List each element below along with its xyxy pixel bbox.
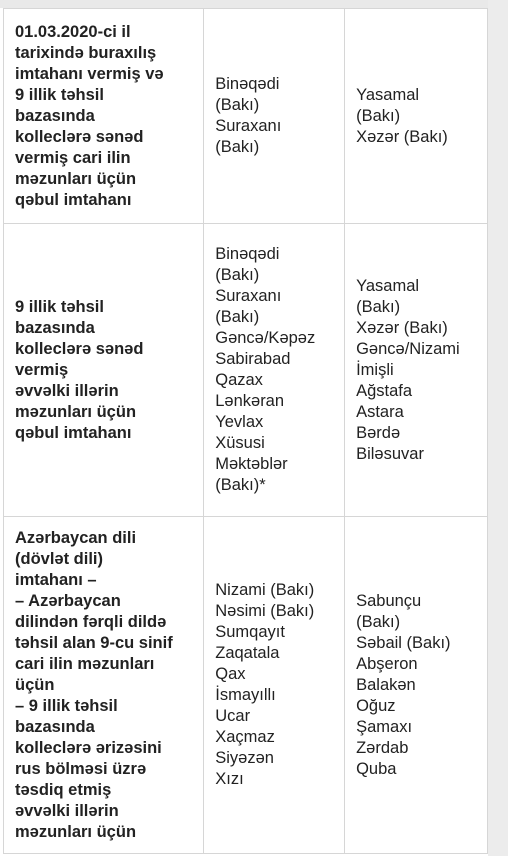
cell-text-line: Suraxanı (215, 117, 282, 135)
cell-text-line: Binəqədi (215, 245, 280, 263)
cell-text-line: (Bakı) (215, 308, 260, 326)
table-row (4, 9, 488, 224)
cell-text-line: Quba (356, 759, 397, 778)
cell-text-line: bazasında (15, 106, 95, 125)
cell-text-line: Ağstafa (356, 381, 413, 400)
cell-text-line: Gəncə/Nizami (356, 339, 460, 358)
cell-text-line: 01.03.2020-ci il (15, 22, 131, 41)
cell-text-line: (Bakı) (215, 138, 260, 156)
top-edge (0, 0, 508, 8)
cell-text-line: Bərdə (356, 423, 401, 442)
cell-text-line: Biləsuvar (356, 444, 424, 463)
cell-text-line: vermiş (15, 360, 69, 379)
cell-text-line: Şamaxı (356, 717, 413, 736)
cell-text-line: Yevlax (215, 413, 264, 431)
cell-text-line: Xəzər (Bakı) (356, 127, 448, 146)
cell-text-line: Azərbaycan dili (15, 528, 137, 547)
cell-text-line: dilindən fərqli dildə (15, 612, 167, 631)
cell-text-line: tarixində buraxılış (15, 43, 157, 62)
cell-text-line: imtahanı vermiş və (15, 64, 164, 83)
cell-text-line: Astara (356, 402, 404, 421)
cell-text-line: Xızı (215, 770, 244, 788)
cell-text-line: Zərdab (356, 738, 409, 757)
cell-text-line: Xəzər (Bakı) (356, 318, 448, 337)
cell-text-line: məzunları üçün (15, 169, 137, 188)
cell-text-line: 9 illik təhsil (15, 85, 104, 104)
cell-text-line: Səbail (Bakı) (356, 633, 451, 652)
district-list-cell (345, 9, 488, 224)
district-list-cell (204, 9, 345, 224)
cell-text-line: Ucar (215, 707, 251, 725)
cell-text-line: təhsil alan 9-cu sinif (15, 633, 173, 652)
cell-text-line: bazasında (15, 717, 95, 736)
cell-text-line: Sumqayıt (215, 623, 285, 641)
cell-text-line: (Bakı) (215, 266, 260, 284)
cell-text-line: Xüsusi (215, 434, 265, 452)
cell-text-line: (Bakı) (356, 612, 401, 631)
exam-description-cell (4, 224, 204, 517)
cell-text-line: cari ilin məzunları (15, 654, 155, 673)
district-list-cell (204, 224, 345, 517)
cell-text-line: təsdiq etmiş (15, 780, 112, 799)
cell-text-line: Suraxanı (215, 287, 282, 305)
cell-text-line: Məktəblər (215, 455, 288, 473)
cell-text-line: Yasamal (356, 276, 420, 295)
cell-text-line: kolleclərə sənəd (15, 127, 144, 146)
cell-text-line: Nizami (Bakı) (215, 581, 315, 599)
cell-text-line: imtahanı – (15, 570, 97, 589)
cell-text-line: (Bakı) (356, 297, 401, 316)
exam-schedule-table (3, 8, 488, 854)
cell-text-line: İmişli (356, 360, 394, 379)
cell-text-line: Xaçmaz (215, 728, 275, 746)
cell-text-line: Lənkəran (215, 392, 285, 410)
cell-text-line: İsmayıllı (215, 686, 276, 704)
cell-text-line: bazasında (15, 318, 95, 337)
district-list-cell (345, 224, 488, 517)
cell-text-line: – Azərbaycan (15, 591, 121, 610)
cell-text-line: məzunları üçün (15, 402, 137, 421)
table-row (4, 517, 488, 854)
exam-description-cell (4, 9, 204, 224)
cell-text-line: Qazax (215, 371, 263, 389)
cell-text-line: Oğuz (356, 696, 396, 715)
cell-text-line: rus bölməsi üzrə (15, 759, 147, 778)
cell-text-line: Abşeron (356, 654, 418, 673)
cell-text-line: Sabunçu (356, 591, 422, 610)
district-list-cell (204, 517, 345, 854)
cell-text-line: Yasamal (356, 85, 420, 104)
cell-text-line: Binəqədi (215, 75, 280, 93)
cell-text-line: vermiş cari ilin (15, 148, 131, 167)
cell-text-line: (Bakı) (356, 106, 401, 125)
cell-text-line: – 9 illik təhsil (15, 696, 118, 715)
cell-text-line: 9 illik təhsil (15, 297, 104, 316)
cell-text-line: Gəncə/Kəpəz (215, 329, 316, 347)
cell-text-line: Qax (215, 665, 246, 683)
exam-description-cell (4, 517, 204, 854)
table-row (4, 224, 488, 517)
cell-text-line: Sabirabad (215, 350, 291, 368)
cell-text-line: Siyəzən (215, 749, 274, 767)
cell-text-line: (Bakı) (215, 96, 260, 114)
cell-text-line: kolleclərə ərizəsini (15, 738, 162, 757)
cell-text-line: qəbul imtahanı (15, 190, 132, 209)
cell-text-line: (dövlət dili) (15, 549, 103, 568)
district-list-cell (345, 517, 488, 854)
cell-text-line: (Bakı)* (215, 476, 266, 494)
cell-text-line: qəbul imtahanı (15, 423, 132, 442)
cell-text-line: üçün (15, 675, 55, 694)
right-edge-shade (488, 0, 508, 856)
cell-text-line: Balakən (356, 675, 416, 694)
cell-text-line: Zaqatala (215, 644, 280, 662)
cell-text-line: məzunları üçün (15, 822, 137, 841)
cell-text-line: əvvəlki illərin (15, 801, 119, 820)
cell-text-line: kolleclərə sənəd (15, 339, 144, 358)
cell-text-line: Nəsimi (Bakı) (215, 602, 315, 620)
cell-text-line: əvvəlki illərin (15, 381, 119, 400)
